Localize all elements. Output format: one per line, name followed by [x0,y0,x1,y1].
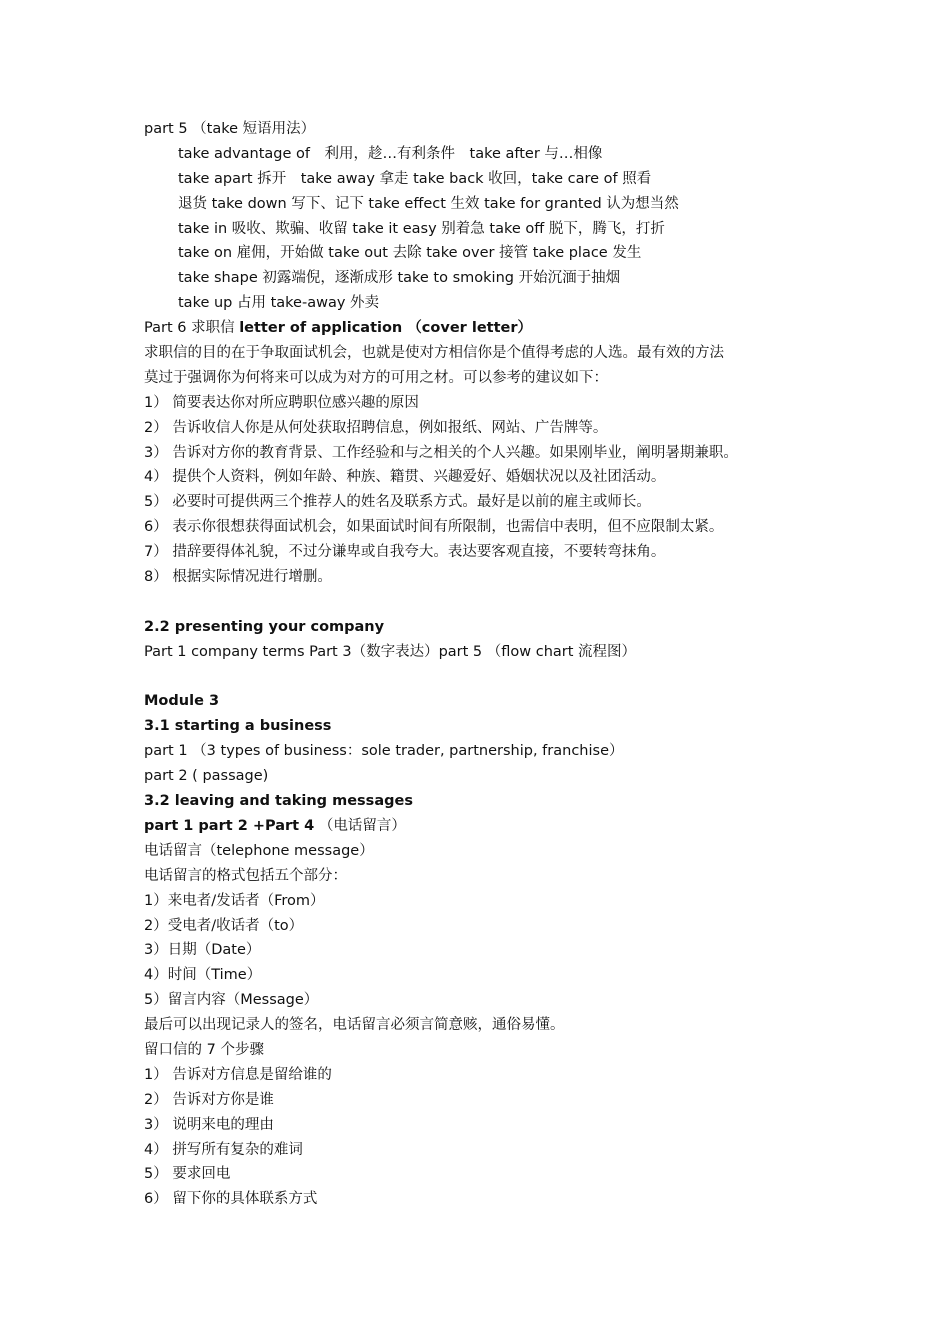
section-2-2-line: Part 1 company terms Part 3（数字表达）part 5 （flow chart 流程图） [144,643,637,660]
part6-list-item: 8） 根据实际情况进行增删。 [144,569,332,586]
message-step-item: 5） 要求回电 [144,1166,231,1183]
section-3-2-heading: 3.2 leaving and taking messages [144,793,413,810]
message-step-item: 4） 拼写所有复杂的难词 [144,1141,303,1158]
section-3-1-part1: part 1 （3 types of business：sole trader, partnership, franchise） [144,743,624,760]
part6-list-item: 1） 简要表达你对所应聘职位感兴趣的原因 [144,394,419,411]
message-step-item: 6） 留下你的具体联系方式 [144,1191,318,1208]
blank-line [144,665,824,690]
module3-heading: Module 3 [144,693,220,710]
telephone-message-item: 2）受电者/收话者（to） [144,917,304,934]
part6-heading-prefix: Part 6 求职信 [144,320,240,337]
part6-intro-line: 莫过于强调你为何将来可以成为对方的可用之材。可以参考的建议如下： [144,369,608,386]
part6-heading [144,316,824,341]
part5-heading: part 5 （take 短语用法） [144,121,316,137]
part6-list-item: 7） 措辞要得体礼貌，不过分谦卑或自我夸大。表达要客观直接，不要转弯抹角。 [144,544,666,561]
telephone-message-note: 最后可以出现记录人的签名，电话留言必须言简意赅，通俗易懂。 [144,1017,565,1034]
part6-list-item: 2） 告诉收信人你是从何处获取招聘信息，例如报纸、网站、广告牌等。 [144,419,608,436]
section-3-2-parts [144,814,824,839]
section-3-2-parts-rest: （电话留言） [314,817,406,834]
part6-list-item: 3） 告诉对方你的教育背景、工作经验和与之相关的个人兴趣。如果刚毕业，阐明暑期兼职。 [144,444,738,461]
section-3-1-part2: part 2 ( passage) [144,768,269,785]
section-2-2-heading: 2.2 presenting your company [144,618,385,635]
telephone-message-format: 电话留言的格式包括五个部分： [144,867,347,884]
take-phrase-line: take on 雇佣，开始做 take out 去除 take over 接管 take place 发生 [178,245,642,262]
take-phrase-line: take in 吸收、欺骗、收留 take it easy 别着急 take off 脱下，腾飞，打折 [178,220,665,237]
message-step-item: 2） 告诉对方你是谁 [144,1091,274,1108]
message-step-item: 1） 告诉对方信息是留给谁的 [144,1066,332,1083]
blank-line [144,590,824,615]
take-phrase-line: take advantage of 利用，趁…有利条件 take after 与…相像 [178,145,603,162]
section-3-2-parts-bold: part 1 part 2 +Part 4 [144,817,315,834]
take-phrase-line: take apart 拆开 take away 拿走 take back 收回，take care of 照看 [178,170,652,187]
message-steps-title: 留口信的 7 个步骤 [144,1041,264,1058]
telephone-message-item: 5）留言内容（Message） [144,992,319,1009]
part6-list-item: 5） 必要时可提供两三个推荐人的姓名及联系方式。最好是以前的雇主或师长。 [144,494,651,511]
part6-intro-line: 求职信的目的在于争取面试机会，也就是使对方相信你是个值得考虑的人选。最有效的方法 [144,345,724,362]
telephone-message-title: 电话留言（telephone message） [144,842,374,859]
telephone-message-item: 4）时间（Time） [144,967,262,984]
telephone-message-item: 3）日期（Date） [144,942,261,959]
take-phrase-line: take up 占用 take-away 外卖 [178,295,380,312]
part6-list-item: 6） 表示你很想获得面试机会，如果面试时间有所限制，也需信中表明，但不应限制太紧。 [144,519,724,536]
telephone-message-item: 1）来电者/发话者（From） [144,892,325,909]
part6-list-item: 4） 提供个人资料，例如年龄、种族、籍贯、兴趣爱好、婚姻状况以及社团活动。 [144,469,666,486]
take-phrase-line: take shape 初露端倪，逐渐成形 take to smoking 开始沉湎于抽烟 [178,270,621,287]
take-phrase-line: 退货 take down 写下、记下 take effect 生效 take for granted 认为想当然 [178,195,679,212]
part6-heading-bold: letter of application （cover letter） [239,320,532,337]
section-3-1-heading: 3.1 starting a business [144,718,332,735]
message-step-item: 3） 说明来电的理由 [144,1116,274,1133]
document-page [144,117,824,1212]
